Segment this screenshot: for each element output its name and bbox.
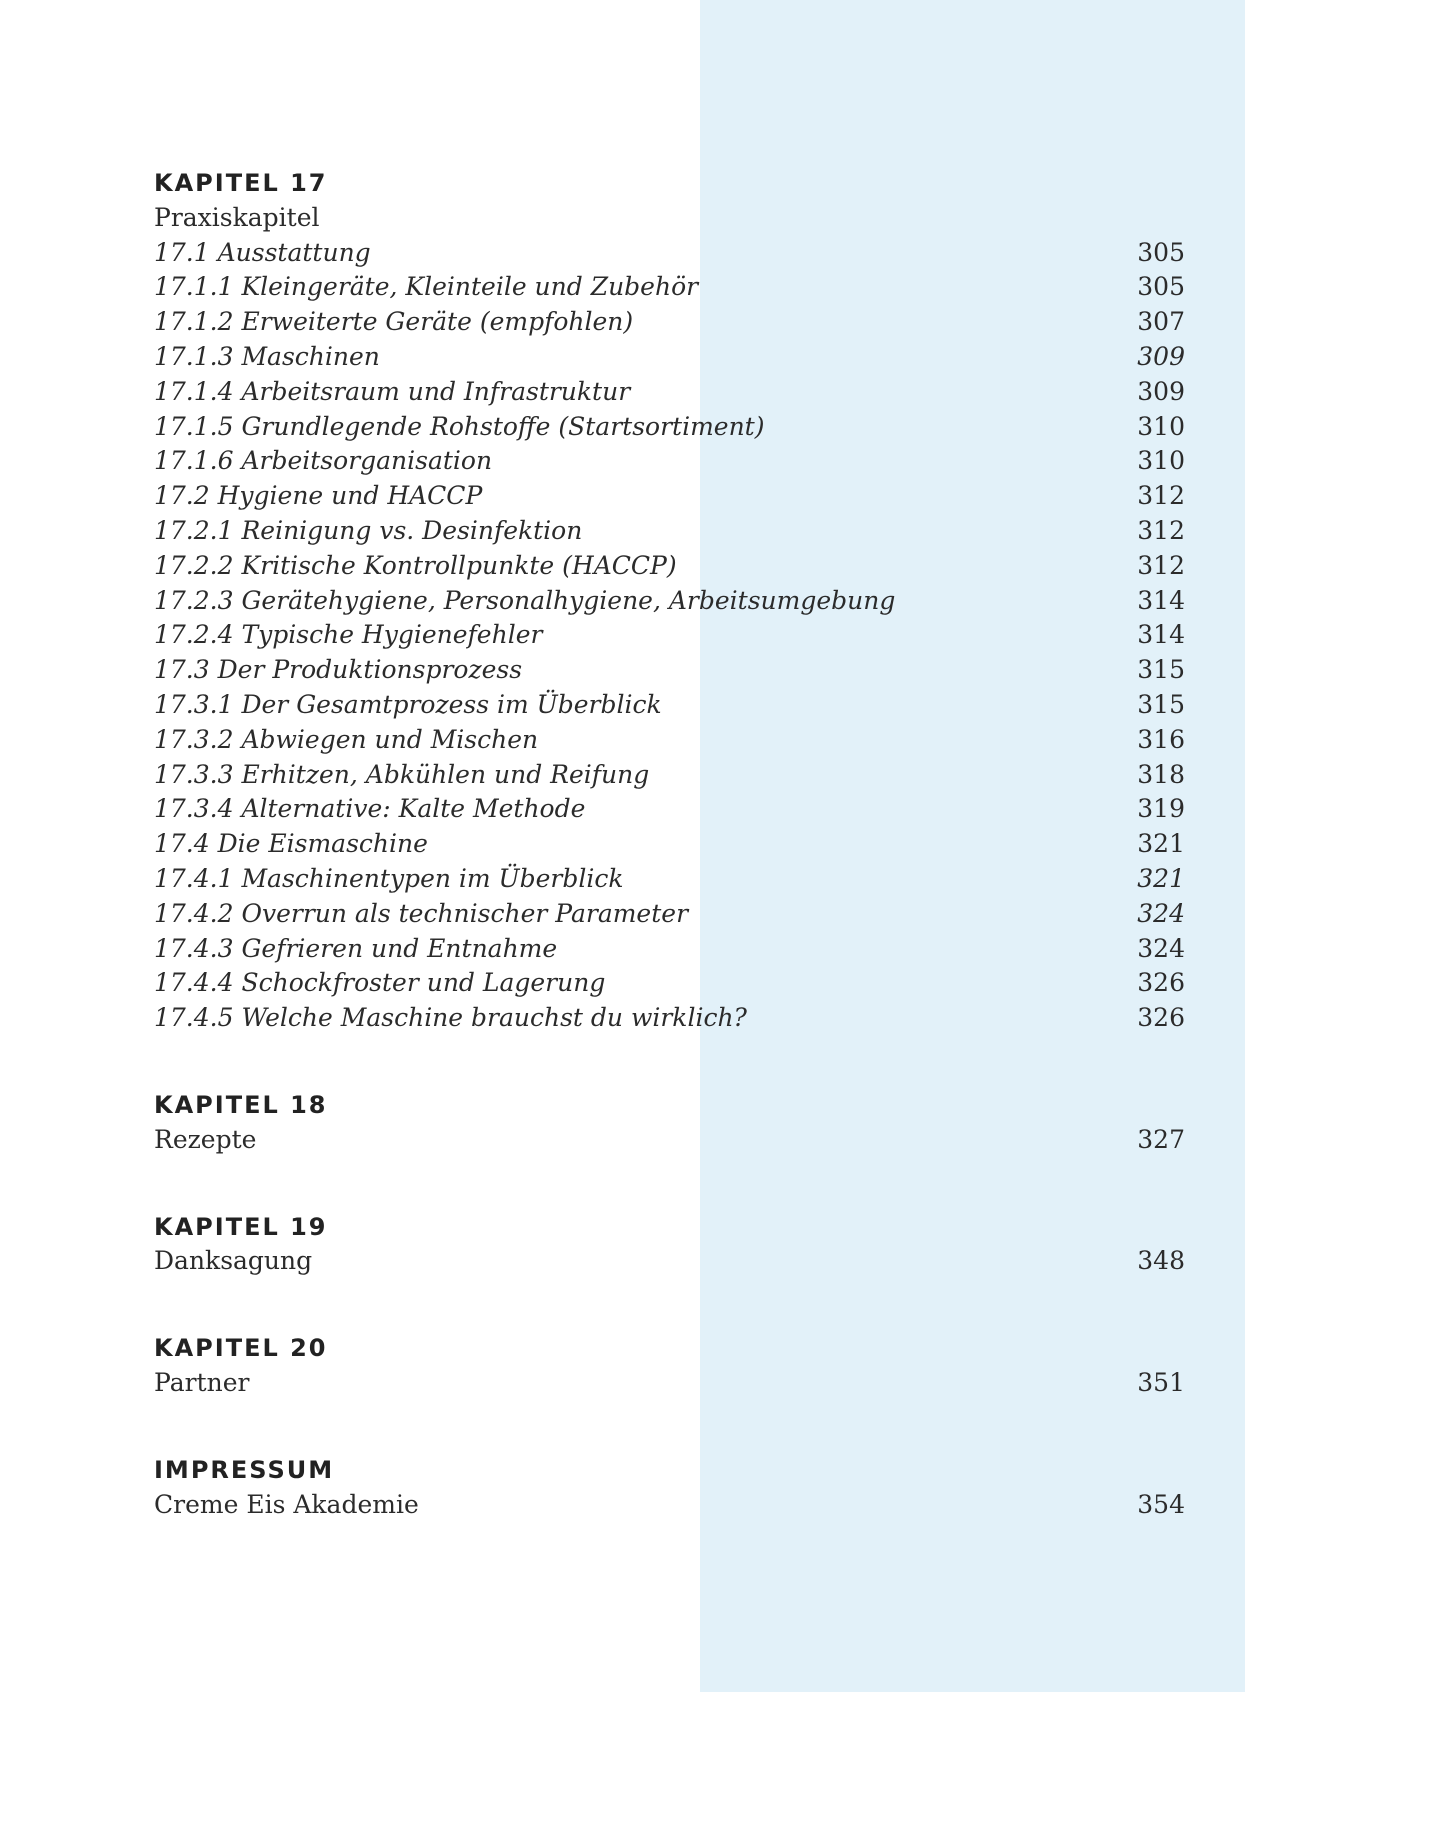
chapter-title-row[interactable] xyxy=(154,201,1185,236)
chapter-title: Danksagung xyxy=(154,1246,313,1276)
toc-entry-label: 17.4.4 Schockfroster und Lagerung xyxy=(154,968,606,998)
page-number: 354 xyxy=(1137,1489,1185,1519)
page-number: 315 xyxy=(1137,689,1185,719)
page-number: 316 xyxy=(1137,724,1185,754)
toc-entry-label: 17.1.4 Arbeitsraum und Infrastruktur xyxy=(154,376,631,406)
toc-entry[interactable] xyxy=(154,653,1185,688)
toc-entry[interactable] xyxy=(154,827,1185,862)
page-number: 319 xyxy=(1137,794,1185,824)
toc-entry-label: 17.2.4 Typische Hygienefehler xyxy=(154,620,543,650)
toc-entry[interactable] xyxy=(154,792,1185,827)
page-number: 312 xyxy=(1137,515,1185,545)
chapter-heading: KAPITEL 17 xyxy=(154,169,328,197)
page-number: 307 xyxy=(1137,307,1185,337)
toc-entry[interactable] xyxy=(154,618,1185,653)
toc-entry-label: 17.2.1 Reinigung vs. Desinfektion xyxy=(154,515,583,545)
page-number: 312 xyxy=(1137,550,1185,580)
page-number: 309 xyxy=(1137,376,1185,406)
chapter-title-row[interactable] xyxy=(154,1488,1185,1523)
toc-entry[interactable] xyxy=(154,375,1185,410)
page-number: 305 xyxy=(1137,272,1185,302)
toc-entry[interactable] xyxy=(154,514,1185,549)
page-number: 326 xyxy=(1137,1003,1185,1033)
toc-entry-label: 17.1.5 Grundlegende Rohstoffe (Startsortiment) xyxy=(154,411,765,441)
toc-entry[interactable] xyxy=(154,444,1185,479)
toc-entry-label: 17.3.1 Der Gesamtprozess im Überblick xyxy=(154,689,662,719)
toc-entry-label: 17.3.4 Alternative: Kalte Methode xyxy=(154,794,586,824)
page-number: 326 xyxy=(1137,968,1185,998)
chapter-title: Partner xyxy=(154,1367,250,1397)
page-number: 305 xyxy=(1137,237,1185,267)
chapter-title: Creme Eis Akademie xyxy=(154,1489,419,1519)
page-number: 310 xyxy=(1137,411,1185,441)
chapter-block xyxy=(154,1088,1185,1158)
chapter-title-row[interactable] xyxy=(154,1244,1185,1279)
toc-entry-label: 17.4.5 Welche Maschine brauchst du wirklich? xyxy=(154,1003,747,1033)
page-number: 312 xyxy=(1137,481,1185,511)
toc-entry-label: 17.4.2 Overrun als technischer Parameter xyxy=(154,898,689,928)
toc-entry[interactable] xyxy=(154,410,1185,445)
toc-entry-label: 17.1.1 Kleingeräte, Kleinteile und Zubehör xyxy=(154,272,699,302)
toc-entry-label: 17.1.3 Maschinen xyxy=(154,341,380,371)
toc-entry-label: 17.4 Die Eismaschine xyxy=(154,829,428,859)
toc-entry-label: 17.3 Der Produktionsprozess xyxy=(154,655,523,685)
page-number: 314 xyxy=(1137,620,1185,650)
chapter-block xyxy=(154,1210,1185,1280)
toc-entry-label: 17.2 Hygiene und HACCP xyxy=(154,481,483,511)
chapter-title: Rezepte xyxy=(154,1124,257,1154)
chapter-title: Praxiskapitel xyxy=(154,202,320,232)
toc-entry[interactable] xyxy=(154,236,1185,271)
toc-entry[interactable] xyxy=(154,305,1185,340)
page-number: 351 xyxy=(1137,1367,1185,1397)
chapter-heading: IMPRESSUM xyxy=(154,1455,335,1484)
page-number: 309 xyxy=(1137,341,1185,371)
toc-entry-label: 17.2.2 Kritische Kontrollpunkte (HACCP) xyxy=(154,550,677,580)
page-number: 348 xyxy=(1137,1246,1185,1276)
toc-entry-label: 17.1.6 Arbeitsorganisation xyxy=(154,446,493,476)
toc-entry-label: 17.1 Ausstattung xyxy=(154,237,371,267)
toc-entry[interactable] xyxy=(154,584,1185,619)
toc-entry[interactable] xyxy=(154,479,1185,514)
table-of-contents xyxy=(154,166,1185,1522)
toc-entry[interactable] xyxy=(154,758,1185,793)
page-number: 324 xyxy=(1137,898,1185,928)
chapter-block xyxy=(154,166,1185,1036)
page-number: 314 xyxy=(1137,585,1185,615)
chapter-heading: KAPITEL 18 xyxy=(154,1090,328,1119)
toc-entry-label: 17.2.3 Gerätehygiene, Personalhygiene, Arbeitsumgebung xyxy=(154,585,896,615)
toc-entry-label: 17.3.2 Abwiegen und Mischen xyxy=(154,724,539,754)
page-number: 327 xyxy=(1137,1124,1185,1154)
toc-entry[interactable] xyxy=(154,862,1185,897)
page-number: 315 xyxy=(1137,655,1185,685)
chapter-heading: KAPITEL 19 xyxy=(154,1212,328,1241)
chapter-block xyxy=(154,1331,1185,1401)
chapter-title-row[interactable] xyxy=(154,1123,1185,1158)
toc-entry[interactable] xyxy=(154,1001,1185,1036)
page-number: 318 xyxy=(1137,759,1185,789)
toc-entry[interactable] xyxy=(154,270,1185,305)
toc-entry-label: 17.4.1 Maschinentypen im Überblick xyxy=(154,863,624,893)
toc-entry[interactable] xyxy=(154,897,1185,932)
toc-entry-label: 17.1.2 Erweiterte Geräte (empfohlen) xyxy=(154,307,634,337)
toc-entry[interactable] xyxy=(154,340,1185,375)
page-number: 324 xyxy=(1137,933,1185,963)
page-number: 321 xyxy=(1137,863,1185,893)
page-number: 321 xyxy=(1137,829,1185,859)
toc-entry[interactable] xyxy=(154,549,1185,584)
chapter-title-row[interactable] xyxy=(154,1366,1185,1401)
toc-entry-label: 17.4.3 Gefrieren und Entnahme xyxy=(154,933,558,963)
toc-entry[interactable] xyxy=(154,688,1185,723)
toc-entry[interactable] xyxy=(154,723,1185,758)
toc-entry[interactable] xyxy=(154,932,1185,967)
chapter-block xyxy=(154,1453,1185,1523)
toc-entry-label: 17.3.3 Erhitzen, Abkühlen und Reifung xyxy=(154,759,650,789)
page-number: 310 xyxy=(1137,446,1185,476)
chapter-heading: KAPITEL 20 xyxy=(154,1334,328,1363)
toc-entry[interactable] xyxy=(154,966,1185,1001)
